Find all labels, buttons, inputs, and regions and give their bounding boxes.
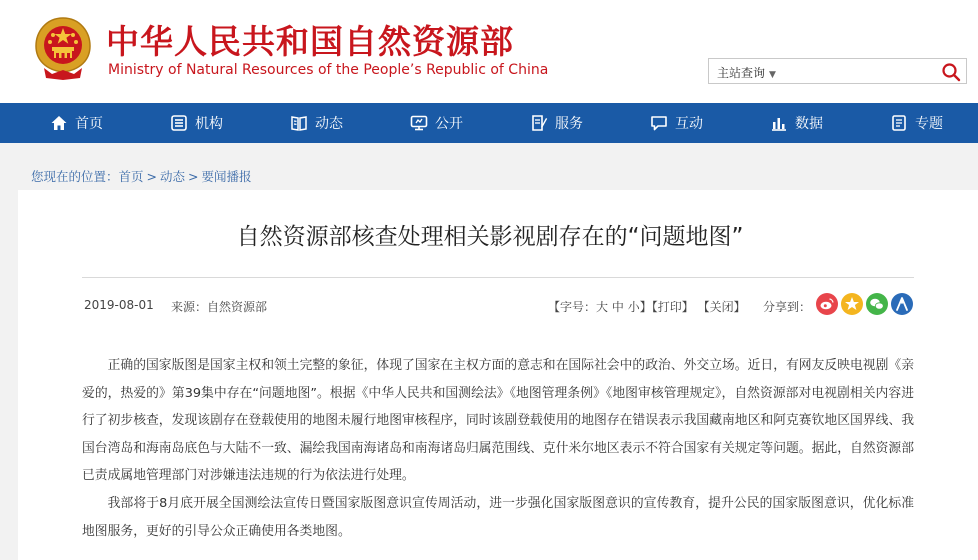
data-icon: [770, 114, 788, 132]
article-container: [18, 190, 978, 560]
article-date: 2019-08-01: [84, 298, 154, 312]
wechat-icon: [866, 293, 888, 315]
nav-item-label: 数据: [795, 116, 823, 132]
nav-item-home[interactable]: [50, 103, 103, 143]
search-icon: [941, 62, 961, 82]
share-wechat-button[interactable]: [866, 293, 888, 315]
nav-item-label: 首页: [75, 116, 103, 132]
search-scope-select[interactable]: [717, 64, 776, 81]
national-emblem-logo[interactable]: [32, 14, 94, 82]
breadcrumb-prefix: 您现在的位置：: [31, 169, 119, 184]
site-title-cn: 中华人民共和国自然资源部: [106, 22, 514, 61]
topic-icon: [890, 114, 908, 132]
chevron-down-icon: ▼: [769, 70, 776, 80]
font-size-medium-button[interactable]: 中: [611, 300, 624, 314]
font-size-large-button[interactable]: 大: [596, 300, 609, 314]
org-icon: [170, 114, 188, 132]
print-button[interactable]: 【打印】: [651, 300, 694, 314]
home-icon: [50, 114, 68, 132]
nav-item-label: 动态: [315, 116, 343, 132]
breadcrumb-link-home[interactable]: 首页: [118, 169, 144, 184]
font-size-label-end: 】: [639, 300, 652, 314]
nav-item-interact[interactable]: [650, 103, 703, 143]
share-weibo-button[interactable]: [816, 293, 838, 315]
search-input[interactable]: [805, 62, 937, 80]
article-paragraph: 正确的国家版图是国家主权和领土完整的象征，体现了国家在主权方面的意志和在国际社会中的政治、外交立场。近日，有网友反映电视剧《亲爱的，热爱的》第39集中存在“问题地图”。根据《中华人民共和国测绘法》《地图管理条例》《地图审核管理规定》，自然资源部对电视剧相关内容进行了初步核查，发现该剧存在登载使用的地图未履行地图审核程序，同时该剧登载使用的地图存在错误表示我国藏南地区和阿克赛钦地区国界线、我国台湾岛和海南岛底色与大陆不一致、漏绘我国南海诸岛和南海诸岛归属范围线、克什米尔地区表示不符合国家有关规定等问题。据此，自然资源部已责成属地管理部门对涉嫌违法违规的行为依法进行处理。: [82, 358, 914, 484]
renren-icon: [891, 293, 913, 315]
weibo-icon: [816, 293, 838, 315]
nav-item-label: 机构: [195, 116, 223, 132]
share-qzone-button[interactable]: [841, 293, 863, 315]
close-button[interactable]: 【关闭】: [697, 300, 746, 314]
public-icon: [410, 114, 428, 132]
qzone-icon: [841, 293, 863, 315]
nav-item-news[interactable]: [290, 103, 343, 143]
main-nav: [0, 103, 978, 143]
nav-item-label: 互动: [675, 116, 703, 132]
chat-icon: [650, 114, 668, 132]
share-label: 分享到：: [763, 300, 812, 314]
article-source: 来源：自然资源部: [171, 300, 268, 314]
breadcrumb-separator: >: [146, 169, 158, 184]
nav-item-org[interactable]: [170, 103, 223, 143]
nav-item-label: 服务: [555, 116, 583, 132]
nav-item-topic[interactable]: [890, 103, 943, 143]
nav-item-service[interactable]: [530, 103, 583, 143]
article-title: 自然资源部核查处理相关影视剧存在的“问题地图”: [236, 224, 744, 250]
news-icon: [290, 114, 308, 132]
nav-item-label: 公开: [435, 116, 463, 132]
site-title-en: Ministry of Natural Resources of the People’s Republic of China: [108, 62, 549, 78]
site-search: [708, 58, 967, 84]
article-paragraph: 我部将于8月底开展全国测绘法宣传日暨国家版图意识宣传周活动，进一步强化国家版图意识的宣传教育，提升公民的国家版图意识，优化标准地图服务，更好的引导公众正确使用各类地图。: [82, 496, 914, 539]
site-header: [0, 0, 978, 103]
article-tools: [548, 298, 746, 315]
search-button[interactable]: [941, 62, 961, 82]
breadcrumb-link-headlines[interactable]: 要闻播报: [201, 169, 252, 184]
service-icon: [530, 114, 548, 132]
nav-item-label: 专题: [915, 116, 943, 132]
search-scope-label: 主站查询: [717, 66, 766, 80]
breadcrumb-separator: >: [188, 169, 199, 184]
nav-item-public[interactable]: [410, 103, 463, 143]
title-divider: [82, 277, 914, 278]
breadcrumb-link-news[interactable]: 动态: [160, 169, 186, 184]
share-renren-button[interactable]: [891, 293, 913, 315]
nav-item-data[interactable]: [770, 103, 823, 143]
breadcrumb: [31, 167, 252, 185]
font-size-label: 【字号：: [548, 300, 597, 314]
font-size-small-button[interactable]: 小: [627, 300, 640, 314]
